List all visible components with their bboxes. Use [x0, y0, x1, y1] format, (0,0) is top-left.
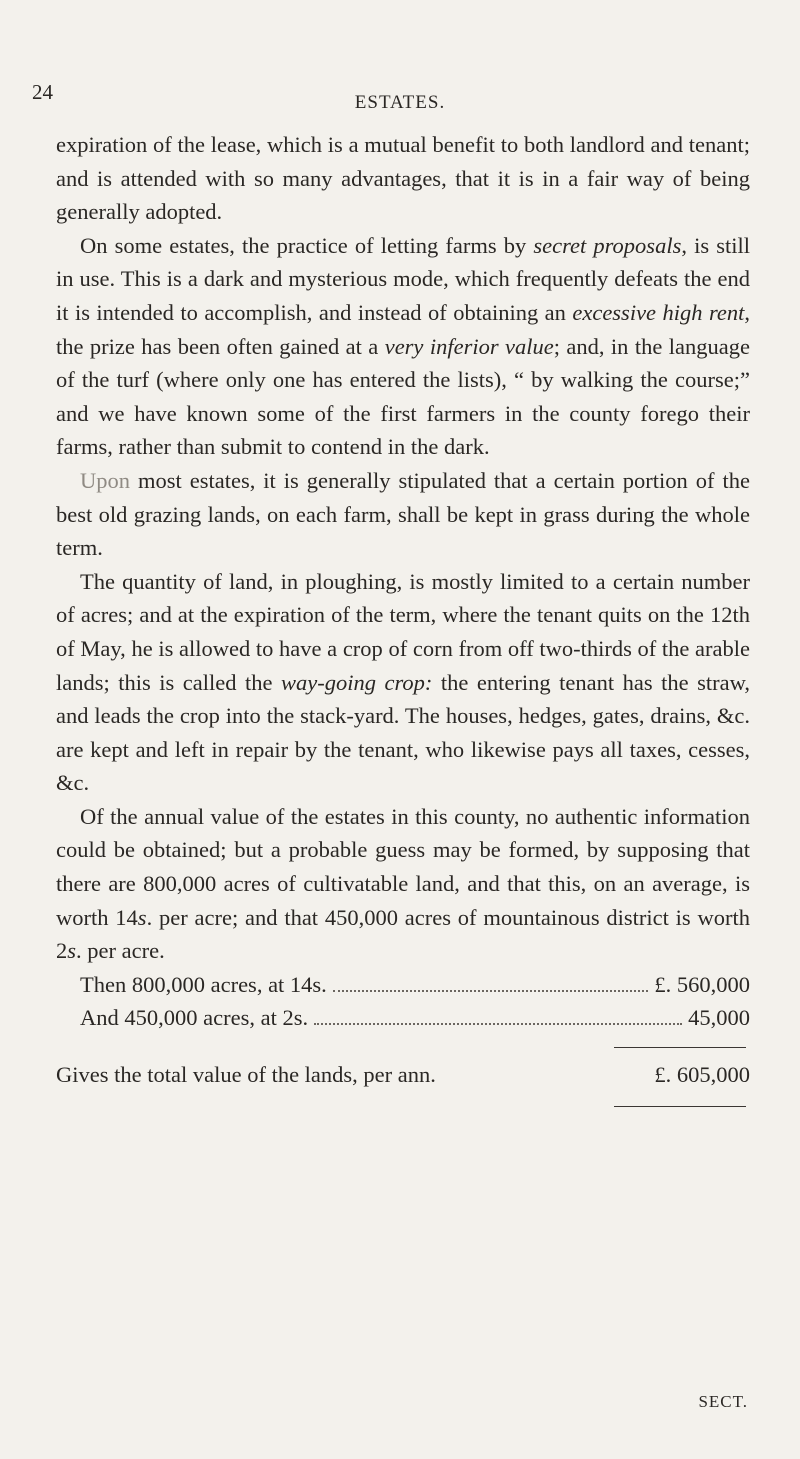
text-run: the entering tenant has the straw, and leads the crop into the stack-yard. The houses, hedges, gates, drains, &c. are kept and left in repair by the tenant, who likewise pays all taxes, cesses, &c. [56, 669, 751, 796]
paragraph [56, 800, 750, 968]
calc-total-label: Gives the total value of the lands, per ann. [56, 1062, 436, 1088]
paragraph [56, 229, 750, 464]
text-run: , the prize has been often gained at a [56, 299, 750, 359]
dot-leader [314, 1023, 682, 1025]
paragraphs [56, 128, 750, 968]
italic-run: very inferior value [384, 333, 554, 359]
calc-row-value: £. 560,000 [654, 971, 750, 997]
calc-row-value: 45,000 [688, 1005, 750, 1031]
text-run: Of the annual value of the estates in this county, no authentic information could be obtained; but a probable guess may be formed, by supposing that there are 800,000 acres of cultivatable land, and that this, on an average, is worth 14 [56, 803, 750, 930]
text-run: The quantity of land, in ploughing, is mostly limited to a certain number of acres; and at the expiration of the term, where the tenant quits on the 12th of May, he is allowed to have a crop of corn from off two-thirds of the arable lands; this is called the [56, 568, 750, 695]
text-run: expiration of the lease, which is a mutual benefit to both landlord and tenant; and is attended with so many advantages, that it is in a fair way of being generally adopted. [56, 132, 750, 225]
paragraph [56, 565, 750, 800]
italic-run: excessive high rent [572, 299, 745, 325]
calc-row [80, 968, 750, 1002]
calc-row [80, 1001, 750, 1035]
paragraph [56, 464, 750, 565]
text-run: Upon [80, 467, 130, 493]
calculation-block [56, 968, 750, 1107]
calc-row-label: Then 800,000 acres, at 14s. [80, 971, 327, 997]
italic-run: s [67, 938, 77, 964]
italic-run: way-going crop: [281, 669, 433, 695]
calc-total-row [56, 1058, 750, 1092]
text-run: ; and, in the language of the turf (where only one has entered the lists), “ by walking the course;” and we have known some of the first farmers in the county forego their farms, rather than submit to contend in the dark. [56, 333, 750, 460]
text-run: . per acre; and that 450,000 acres of mountainous district is worth 2 [56, 904, 750, 964]
calc-total-value: £. 605,000 [654, 1062, 750, 1088]
text-run: . per acre. [76, 938, 165, 964]
text-run: most estates, it is generally stipulated that a certain portion of the best old grazing lands, on each farm, shall be kept in grass during the whole term. [56, 467, 750, 561]
paragraph [56, 128, 750, 229]
text-run: , is still in use. This is a dark and mysterious mode, which frequently defeats the end it is intended to accomplish, and instead of obtaining an [56, 232, 750, 325]
total-rule [614, 1106, 746, 1107]
italic-run: s [137, 904, 147, 930]
catchword: SECT. [698, 1392, 748, 1411]
calc-row-label: And 450,000 acres, at 2s. [80, 1005, 309, 1031]
sum-rule [614, 1047, 746, 1048]
italic-run: secret proposals [533, 232, 682, 258]
text-run: On some estates, the practice of letting farms by [80, 232, 534, 258]
running-head: ESTATES. [354, 92, 446, 113]
dot-leader [333, 990, 649, 992]
body-text [56, 128, 750, 1107]
page-number: 24 [32, 80, 53, 104]
